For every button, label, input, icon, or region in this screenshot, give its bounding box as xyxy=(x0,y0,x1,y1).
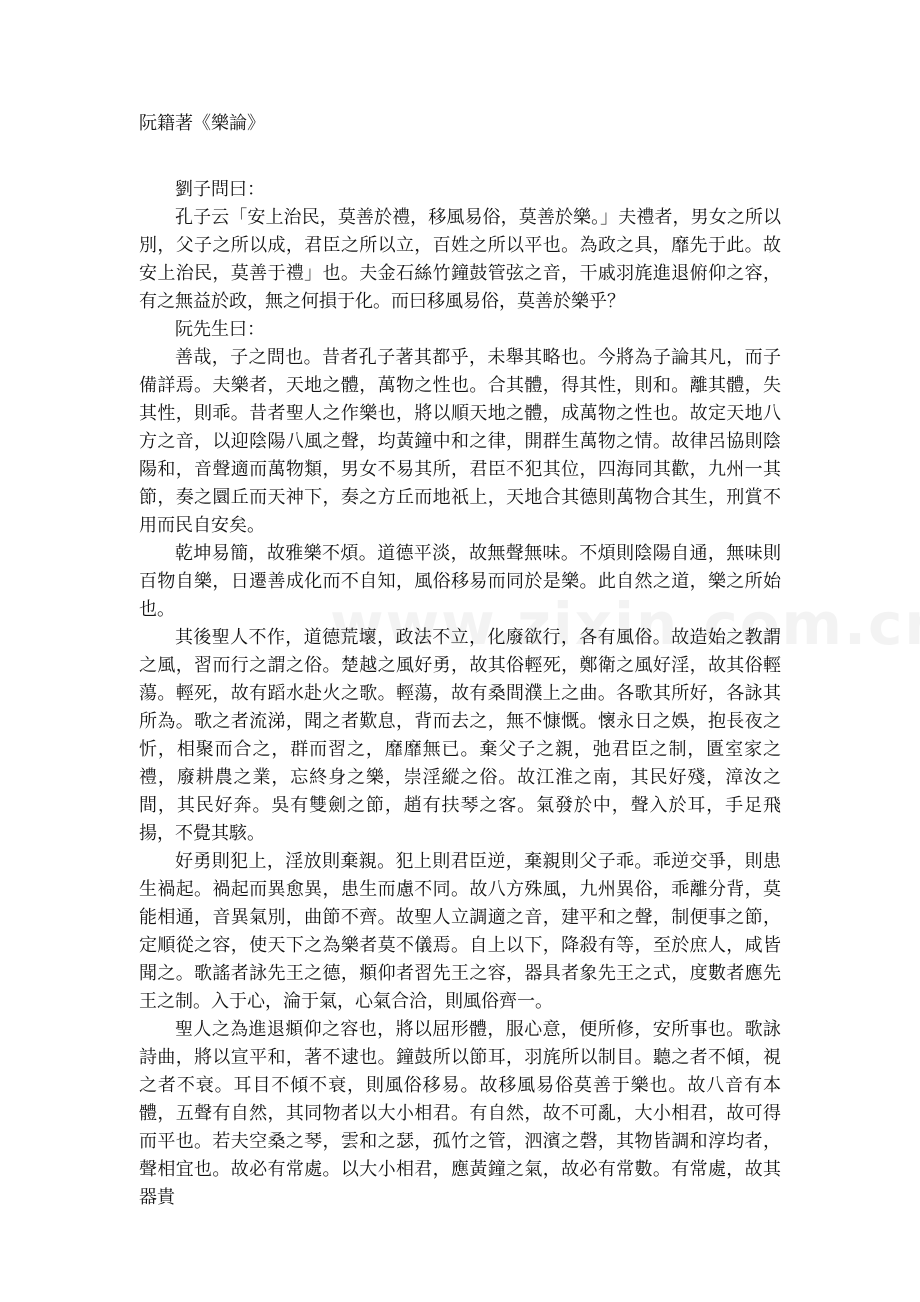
document-page xyxy=(139,112,781,1212)
paragraph-3: 乾坤易簡，故雅樂不煩。道德平淡，故無聲無味。不煩則陰陽自通，無味則百物自樂，日遷善成化而不自知，風俗移易而同於是樂。此自然之道，樂之所始也。 xyxy=(139,543,781,620)
speaker-ruan: 阮先生曰： xyxy=(175,319,265,340)
paragraph-2: 善哉，子之問也。昔者孔子著其都乎，未舉其略也。今將為子論其凡，而子備詳焉。夫樂者，天地之體，萬物之性也。合其體，得其性，則和。離其體，失其性，則乖。昔者聖人之作樂也，將以順天地之體，成萬物之性也。故定天地八方之音，以迎陰陽八風之聲，均黃鐘中和之律，開群生萬物之情。故律呂協則陰陽和，音聲適而萬物類，男女不易其所，君臣不犯其位，四海同其歡，九州一其節，奏之圜丘而天神下，奏之方丘而地祇上，天地合其德則萬物合其生，刑賞不用而民自安矣。 xyxy=(139,347,781,536)
paragraph-1: 孔子云「安上治民，莫善於禮，移風易俗，莫善於樂。」夫禮者，男女之所以別，父子之所以成，君臣之所以立，百姓之所以平也。為政之具，靡先于此。故安上治民，莫善于禮」也。夫金石絲竹鐘鼓管弦之音，干戚羽旄進退俯仰之容，有之無益於政，無之何損于化。而曰移風易俗，莫善於樂乎？ xyxy=(139,207,781,312)
document-title: 阮籍著《樂論》 xyxy=(139,113,265,134)
speaker-liu: 劉子問曰： xyxy=(175,179,265,200)
paragraph-4: 其後聖人不作，道德荒壞，政法不立，化廢欲行，各有風俗。故造始之教謂之風，習而行之謂之俗。楚越之風好勇，故其俗輕死，鄭衛之風好淫，故其俗輕蕩。輕死，故有蹈水赴火之歌。輕蕩，故有桑間濮上之曲。各歌其所好，各詠其所為。歌之者流涕，聞之者歎息，背而去之，無不慷慨。懷永日之娛，抱長夜之忻，相聚而合之，群而習之，靡靡無已。棄父子之親，弛君臣之制，匱室家之禮，廢耕農之業，忘終身之樂，崇淫縱之俗。故江淮之南，其民好殘，漳汝之間，其民好奔。吳有雙劍之節，趙有扶琴之客。氣發於中，聲入於耳，手足飛揚，不覺其駭。 xyxy=(139,627,781,844)
paragraph-5: 好勇則犯上，淫放則棄親。犯上則君臣逆，棄親則父子乖。乖逆交爭，則患生禍起。禍起而異愈異，患生而慮不同。故八方殊風，九州異俗，乖離分背，莫能相通，音異氣別，曲節不齊。故聖人立調適之音，建平和之聲，制便事之節，定順從之容，使天下之為樂者莫不儀焉。自上以下，降殺有等，至於庶人，咸皆聞之。歌謠者詠先王之德，頫仰者習先王之容，器具者象先王之式，度數者應先王之制。入于心，淪于氣，心氣合洽，則風俗齊一。 xyxy=(139,851,781,1012)
paragraph-6: 聖人之為進退頫仰之容也，將以屈形體，服心意，便所修，安所事也。歌詠詩曲，將以宣平和，著不逮也。鐘鼓所以節耳，羽旄所以制目。聽之者不傾，視之者不衰。耳目不傾不衰，則風俗移易。故移風易俗莫善于樂也。故八音有本體，五聲有自然，其同物者以大小相君。有自然，故不可亂，大小相君，故可得而平也。若夫空桑之琴，雲和之瑟，孤竹之管，泗濱之磬，其物皆調和淳均者，聲相宜也。故必有常處。以大小相君，應黃鐘之氣，故必有常數。有常處，故其器貴 xyxy=(139,1019,781,1208)
